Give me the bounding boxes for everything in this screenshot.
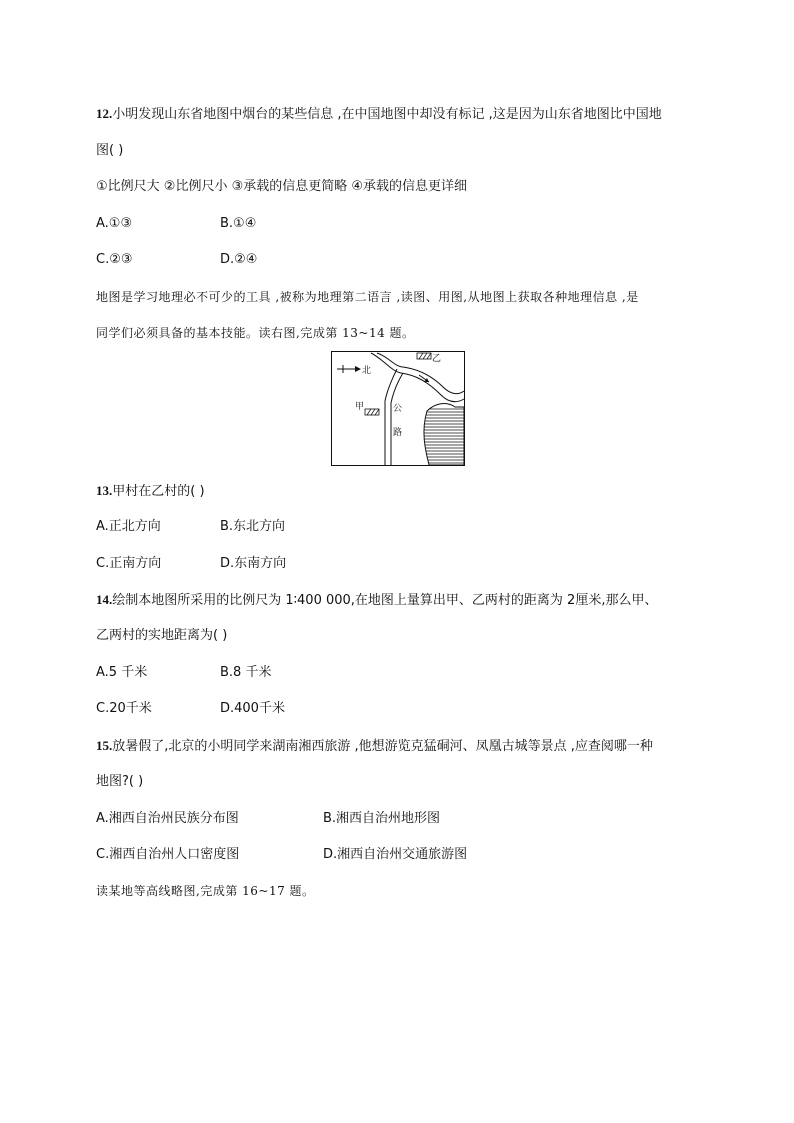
village-a-label: 甲: [355, 402, 365, 412]
road-label-1: 公: [393, 404, 403, 414]
q14-line2: 乙两村的实地距离为( ): [96, 628, 228, 643]
intro-13-14-line1: 地图是学习地理必不可少的工具 ,被称为地理第二语言 ,读图、用图,从地图上获取各种地理信息 ,是: [96, 290, 639, 304]
map-svg: [331, 351, 465, 466]
q12-stem-1: 小明发现山东省地图中烟台的某些信息 ,在中国地图中却没有标记 ,这是因为山东省地图比中国地: [112, 107, 662, 122]
q13-stem: [96, 483, 205, 500]
q14-option-d: D.400千米: [220, 701, 285, 716]
q13-option-c: C.正南方向: [96, 556, 162, 571]
q15-option-c: C.湘西自治州人口密度图: [96, 847, 240, 862]
q12-line1: [96, 106, 662, 123]
q12-line2: 图( ): [96, 143, 124, 158]
q14-option-c: C.20千米: [96, 701, 152, 716]
q14-line1: [96, 592, 657, 609]
q15-option-a: A.湘西自治州民族分布图: [96, 811, 239, 826]
q13-text: 甲村在乙村的( ): [112, 484, 205, 499]
q14-stem-1: 绘制本地图所采用的比例尺为 1∶400 000,在地图上量算出甲、乙两村的距离为 2厘米,那么甲、: [112, 593, 658, 608]
q15-line1: [96, 738, 653, 755]
q15-stem-1: 放暑假了,北京的小明同学来湖南湘西旅游 ,他想游览克猛硐河、凤凰古城等景点 ,应查阅哪一种: [112, 739, 653, 754]
q13-option-d: D.东南方向: [220, 556, 287, 571]
intro-16-17: 读某地等高线略图,完成第 16~17 题。: [96, 884, 315, 898]
q15-option-d: D.湘西自治州交通旅游图: [323, 847, 468, 862]
north-label: 北: [362, 366, 372, 376]
map-figure: [331, 351, 465, 466]
q12-option-d: D.②④: [220, 252, 258, 267]
q12-option-a: A.①③: [96, 216, 133, 231]
q13-option-a: A.正北方向: [96, 519, 161, 534]
q15-number: 15.: [96, 738, 113, 753]
q14-option-a: A.5 千米: [96, 665, 148, 680]
q13-option-b: B.东北方向: [220, 519, 286, 534]
q15-line2: 地图?( ): [96, 774, 144, 789]
q14-number: 14.: [96, 592, 113, 607]
q15-option-b: B.湘西自治州地形图: [323, 811, 441, 826]
road-label-2: 路: [393, 428, 403, 438]
q12-option-b: B.①④: [220, 216, 257, 231]
intro-13-14-line2: 同学们必须具备的基本技能。读右图,完成第 13~14 题。: [96, 326, 415, 340]
q13-number: 13.: [96, 483, 113, 498]
q14-option-b: B.8 千米: [220, 665, 272, 680]
q12-option-c: C.②③: [96, 252, 133, 267]
q12-statements: ①比例尺大 ②比例尺小 ③承载的信息更简略 ④承载的信息更详细: [96, 179, 468, 194]
lake-outline: [424, 404, 464, 465]
village-b-label: 乙: [432, 354, 442, 364]
q12-number: 12.: [96, 106, 113, 121]
